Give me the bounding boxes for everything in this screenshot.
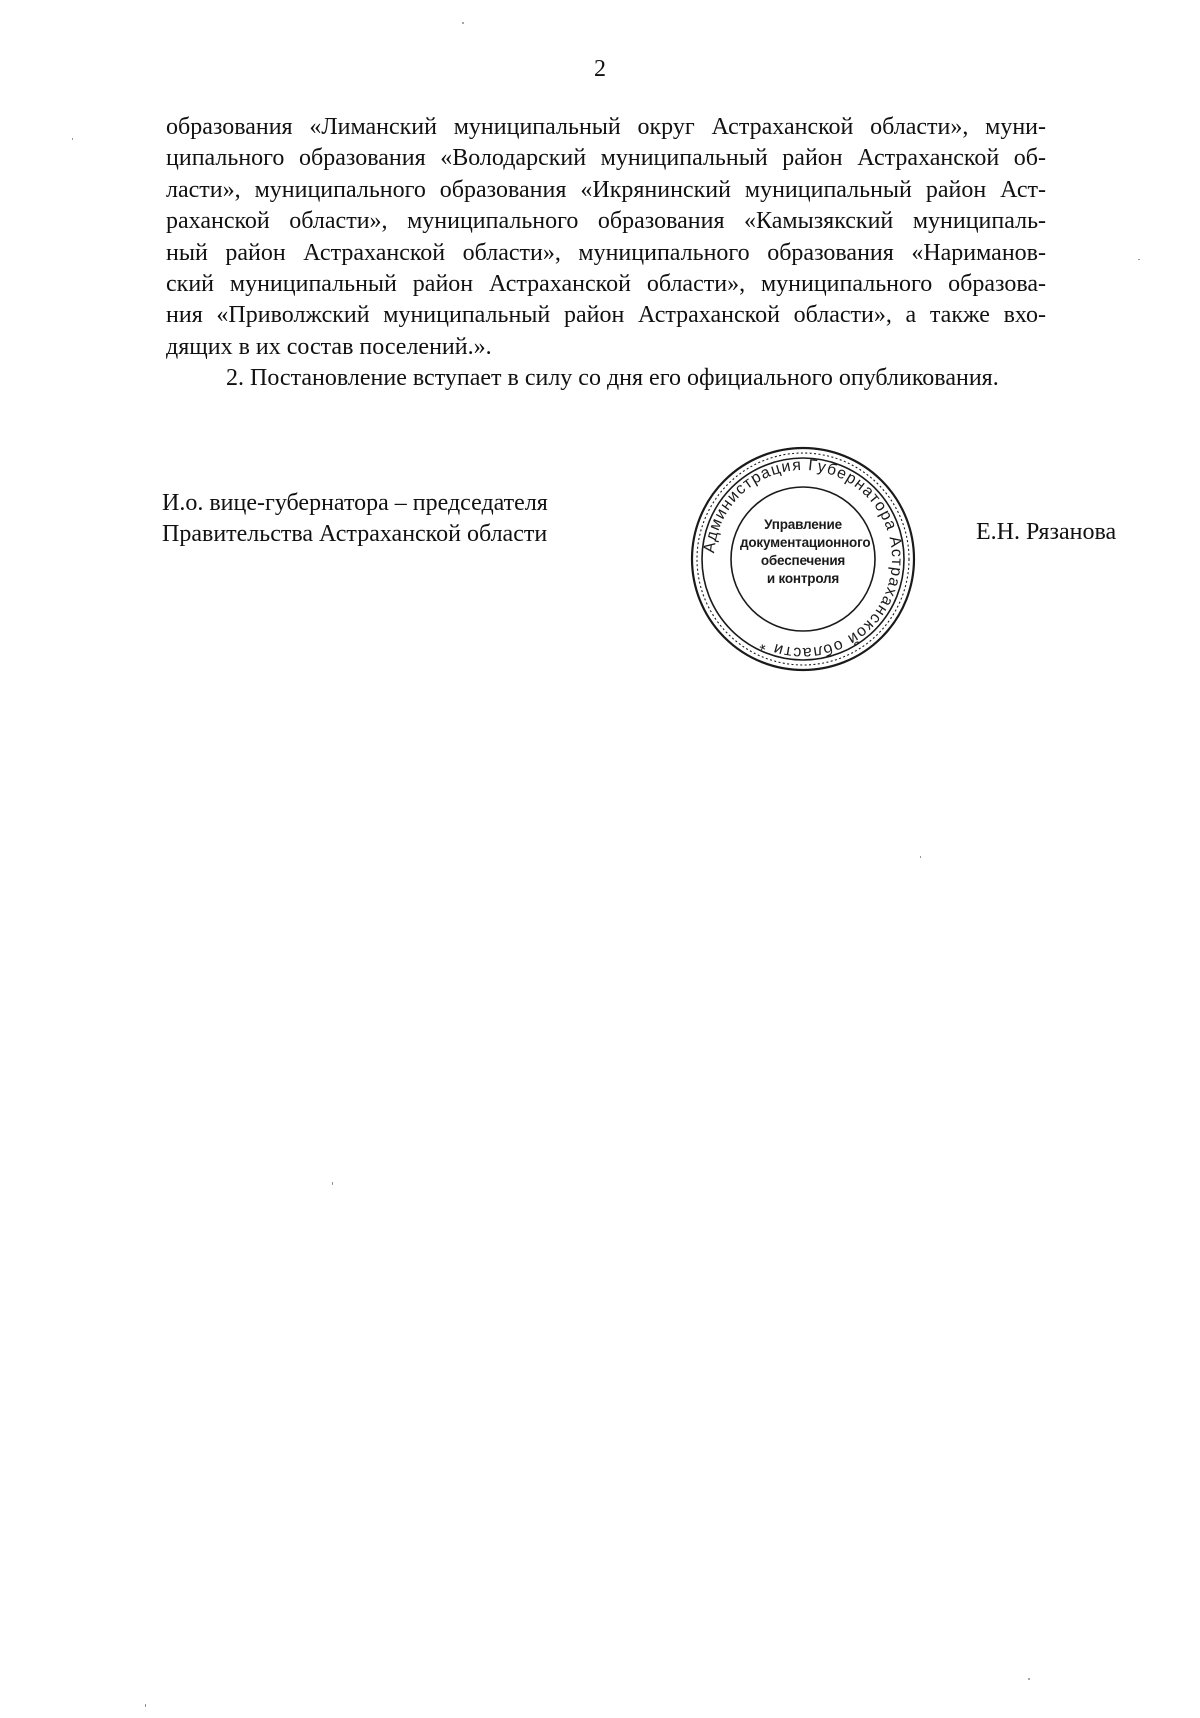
body-line: ский муниципальный район Астраханской области», муниципального образова-: [166, 271, 1046, 298]
seal-center-line: обеспечения: [760, 553, 846, 568]
scan-speck: [145, 1704, 146, 1707]
signatory-position-line: И.о. вице-губернатора – председателя: [162, 490, 548, 516]
official-seal: [688, 444, 918, 674]
signatory-name: Е.Н. Рязанова: [976, 519, 1117, 545]
signatory-position-line: Правительства Астраханской области: [162, 521, 548, 547]
scan-speck: [1138, 259, 1140, 260]
paragraph-effective-date: 2. Постановление вступает в силу со дня его официального опубликования.: [226, 365, 999, 392]
seal-center-line: Управление: [764, 517, 842, 532]
scan-speck: [920, 856, 921, 858]
body-line: ласти», муниципального образования «Икрянинский муниципальный район Аст-: [166, 176, 1046, 203]
document-body: [166, 112, 1046, 395]
seal-outer-text-path: Администрация Губернатора Астраханской области *: [701, 456, 906, 662]
scan-speck: [1028, 1678, 1030, 1680]
seal-center-line: и контроля: [766, 571, 840, 586]
page-number: 2: [594, 56, 606, 82]
body-line: раханской области», муниципального образования «Камызякский муниципаль-: [166, 208, 1046, 235]
seal-center-text: [740, 516, 871, 588]
body-line: образования «Лиманский муниципальный округ Астраханской области», муни-: [166, 114, 1046, 140]
seal-center-line: документационного: [740, 535, 871, 550]
scan-speck: [462, 22, 464, 24]
body-line: ципального образования «Володарский муниципальный район Астраханской об-: [166, 145, 1046, 172]
signatory-position: [162, 488, 548, 550]
scan-speck: [72, 138, 73, 140]
body-line: дящих в их состав поселений.».: [166, 333, 492, 360]
body-line: ный район Астраханской области», муниципального образования «Нариманов-: [166, 239, 1046, 266]
scan-speck: [332, 1182, 333, 1185]
body-line: ния «Приволжский муниципальный район Астраханской области», а также вхо-: [166, 302, 1046, 329]
